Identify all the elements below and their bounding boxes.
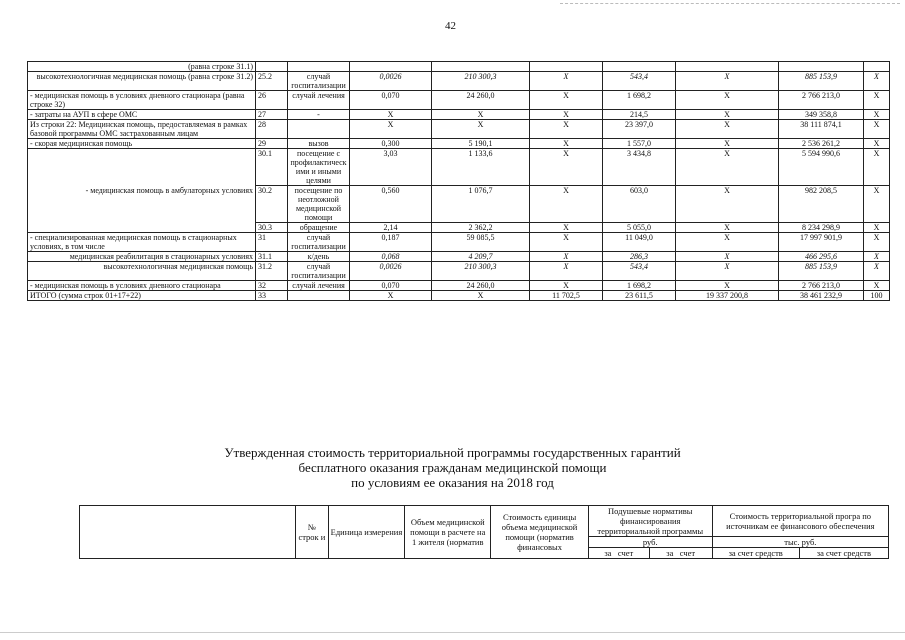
cell-col-n1: 603,0 bbox=[603, 186, 676, 223]
cell-cost: 59 085,5 bbox=[432, 233, 530, 252]
cell-col-n2: 982 208,5 bbox=[779, 186, 864, 223]
row-name: - медицинская помощь в условиях дневного стационара (равна строке 32) bbox=[28, 91, 256, 110]
cell-unit: случай лечения bbox=[288, 281, 350, 291]
header-empty-cell bbox=[80, 506, 296, 559]
cell-row: 28 bbox=[256, 120, 288, 139]
cell-col-x2 bbox=[676, 62, 779, 72]
cell-col-x2: X bbox=[676, 120, 779, 139]
header-row-number: № строк и bbox=[296, 506, 329, 559]
table-row bbox=[28, 252, 890, 262]
cell-col-x1: X bbox=[530, 262, 603, 281]
row-name: высокотехнологичная медицинская помощь bbox=[28, 262, 256, 281]
header-unit: Единица измерения bbox=[328, 506, 405, 559]
cell-col-n2: 38 461 232,9 bbox=[779, 291, 864, 301]
cell-unit: обращение bbox=[288, 223, 350, 233]
cell-volume: 3,03 bbox=[350, 149, 432, 186]
cell-row: 29 bbox=[256, 139, 288, 149]
cell-row: 31.2 bbox=[256, 262, 288, 281]
cell-pct: X bbox=[864, 139, 890, 149]
cell-pct: X bbox=[864, 120, 890, 139]
cell-cost: 5 190,1 bbox=[432, 139, 530, 149]
cell-col-n2: 2 536 261,2 bbox=[779, 139, 864, 149]
cell-col-x1: X bbox=[530, 149, 603, 186]
cell-unit: случай госпитализации bbox=[288, 233, 350, 252]
cell-unit: случай госпитализации bbox=[288, 262, 350, 281]
cell-col-x1: X bbox=[530, 223, 603, 233]
header-per-capita: Подушевые нормативы финансирования территориальной программы bbox=[588, 506, 712, 537]
cell-cost: 24 260,0 bbox=[432, 91, 530, 110]
cell-col-n1: 286,3 bbox=[603, 252, 676, 262]
cell-cost: 2 362,2 bbox=[432, 223, 530, 233]
row-name: высокотехнологичная медицинская помощь (равна строке 31.2) bbox=[28, 72, 256, 91]
cell-col-x1: 11 702,5 bbox=[530, 291, 603, 301]
cell-pct: X bbox=[864, 72, 890, 91]
cell-col-x2: X bbox=[676, 91, 779, 110]
table-row bbox=[28, 149, 890, 186]
cell-col-x1: X bbox=[530, 110, 603, 120]
cell-volume: 0,560 bbox=[350, 186, 432, 223]
cell-volume: 0,070 bbox=[350, 281, 432, 291]
cell-col-n2: 17 997 901,9 bbox=[779, 233, 864, 252]
cell-volume: X bbox=[350, 110, 432, 120]
cell-col-n1: 23 611,5 bbox=[603, 291, 676, 301]
cell-cost: 24 260,0 bbox=[432, 281, 530, 291]
cell-col-n2: 349 358,8 bbox=[779, 110, 864, 120]
table-row bbox=[28, 291, 890, 301]
cell-row: 30.3 bbox=[256, 223, 288, 233]
table-row bbox=[28, 62, 890, 72]
row-name: Из строки 22: Медицинская помощь, предоставляемая в рамках базовой программы ОМС застрахованным лицам bbox=[28, 120, 256, 139]
table-row bbox=[28, 139, 890, 149]
header-thousand-rub: тыс. руб. bbox=[712, 537, 888, 548]
header-source-4: за счет средств bbox=[799, 548, 888, 559]
cell-pct: 100 bbox=[864, 291, 890, 301]
cell-volume bbox=[350, 62, 432, 72]
section-title-line1: Утвержденная стоимость территориальной программы государственных гарантий bbox=[224, 445, 681, 460]
cell-col-n2: 466 295,6 bbox=[779, 252, 864, 262]
cell-cost: 210 300,3 bbox=[432, 72, 530, 91]
section-title bbox=[0, 445, 905, 490]
row-name: - медицинская помощь в условиях дневного стационара bbox=[28, 281, 256, 291]
cell-row: 33 bbox=[256, 291, 288, 301]
section-title-line3: по условиям ее оказания на 2018 год bbox=[351, 475, 554, 490]
cell-col-n2: 885 153,9 bbox=[779, 72, 864, 91]
cell-row: 31 bbox=[256, 233, 288, 252]
cell-col-n2: 2 766 213,0 bbox=[779, 91, 864, 110]
cell-unit bbox=[288, 62, 350, 72]
cell-volume: X bbox=[350, 291, 432, 301]
row-name: - затраты на АУП в сфере ОМС bbox=[28, 110, 256, 120]
cell-col-x2: X bbox=[676, 223, 779, 233]
cell-col-n2: 885 153,9 bbox=[779, 262, 864, 281]
cell-col-n2: 38 111 874,1 bbox=[779, 120, 864, 139]
cell-col-x2: X bbox=[676, 139, 779, 149]
cell-pct: X bbox=[864, 149, 890, 186]
cell-cost: 1 076,7 bbox=[432, 186, 530, 223]
cell-volume: 0,070 bbox=[350, 91, 432, 110]
header-rub: руб. bbox=[588, 537, 712, 548]
row-name: (равна строке 31.1) bbox=[28, 62, 256, 72]
cell-col-x1: X bbox=[530, 281, 603, 291]
row-name: - скорая медицинская помощь bbox=[28, 139, 256, 149]
scan-bottom-edge bbox=[0, 632, 905, 633]
cell-row: 26 bbox=[256, 91, 288, 110]
cell-col-x1: X bbox=[530, 91, 603, 110]
header-source-2: за счет bbox=[649, 548, 712, 559]
cell-row: 30.2 bbox=[256, 186, 288, 223]
cell-unit: случай лечения bbox=[288, 91, 350, 110]
cell-volume: 0,187 bbox=[350, 233, 432, 252]
cell-row: 30.1 bbox=[256, 149, 288, 186]
cell-row: 25.2 bbox=[256, 72, 288, 91]
cell-col-x1 bbox=[530, 62, 603, 72]
cell-col-x1: X bbox=[530, 72, 603, 91]
cell-col-x1: X bbox=[530, 139, 603, 149]
page-number: 42 bbox=[445, 20, 456, 32]
cell-col-x2: 19 337 200,8 bbox=[676, 291, 779, 301]
cell-col-n2: 8 234 298,9 bbox=[779, 223, 864, 233]
cell-unit: посещение с профилактическ ими и иными целями bbox=[288, 149, 350, 186]
cell-col-x1: X bbox=[530, 120, 603, 139]
cell-col-n2: 5 594 990,6 bbox=[779, 149, 864, 186]
header-source-1: за счет bbox=[588, 548, 649, 559]
cell-cost bbox=[432, 62, 530, 72]
cell-cost: 1 133,6 bbox=[432, 149, 530, 186]
header-unit-cost: Стоимость единицы объема медицинской помощи (норматив финансовых bbox=[491, 506, 589, 559]
cell-col-x1: X bbox=[530, 233, 603, 252]
table-row bbox=[28, 233, 890, 252]
cell-unit: случай госпитализации bbox=[288, 72, 350, 91]
cell-row bbox=[256, 62, 288, 72]
cell-volume: X bbox=[350, 120, 432, 139]
cell-volume: 0,0026 bbox=[350, 262, 432, 281]
cell-row: 31.1 bbox=[256, 252, 288, 262]
cell-pct: X bbox=[864, 91, 890, 110]
cell-col-n1: 11 049,0 bbox=[603, 233, 676, 252]
cell-col-n1: 543,4 bbox=[603, 262, 676, 281]
cell-volume: 2,14 bbox=[350, 223, 432, 233]
section-title-line2: бесплатного оказания гражданам медицинской помощи bbox=[298, 460, 607, 475]
cell-col-n1: 23 397,0 bbox=[603, 120, 676, 139]
row-name: медицинская реабилитация в стационарных условиях bbox=[28, 252, 256, 262]
cell-volume: 0,0026 bbox=[350, 72, 432, 91]
cell-col-n1: 3 434,8 bbox=[603, 149, 676, 186]
cell-col-n1: 1 698,2 bbox=[603, 281, 676, 291]
scan-top-edge bbox=[560, 3, 900, 4]
cost-table-header bbox=[79, 505, 889, 559]
cell-col-x2: X bbox=[676, 252, 779, 262]
cell-unit bbox=[288, 291, 350, 301]
header-source-3: за счет средств bbox=[712, 548, 799, 559]
cell-unit: вызов bbox=[288, 139, 350, 149]
cell-col-n2: 2 766 213,0 bbox=[779, 281, 864, 291]
row-name-ambulatory: - медицинская помощь в амбулаторных условиях bbox=[28, 149, 256, 233]
cell-pct: X bbox=[864, 186, 890, 223]
header-volume: Объем медицинской помощи в расчете на 1 жителя (норматив bbox=[405, 506, 491, 559]
cell-cost: X bbox=[432, 110, 530, 120]
cell-row: 32 bbox=[256, 281, 288, 291]
row-name: - специализированная медицинская помощь в стационарных условиях, в том числе bbox=[28, 233, 256, 252]
cell-col-x2: X bbox=[676, 72, 779, 91]
cell-col-n1: 5 055,0 bbox=[603, 223, 676, 233]
cell-col-x1: X bbox=[530, 186, 603, 223]
table-row bbox=[28, 262, 890, 281]
header-total-cost: Стоимость территориальной програ по источникам ее финансового обеспечения bbox=[712, 506, 888, 537]
cost-table-continuation bbox=[27, 61, 890, 301]
cell-unit bbox=[288, 120, 350, 139]
table-row bbox=[28, 91, 890, 110]
cell-col-x2: X bbox=[676, 110, 779, 120]
cell-cost: X bbox=[432, 120, 530, 139]
cell-pct: X bbox=[864, 233, 890, 252]
table-row bbox=[28, 120, 890, 139]
cell-col-n1 bbox=[603, 62, 676, 72]
table-row bbox=[28, 72, 890, 91]
cell-col-x2: X bbox=[676, 262, 779, 281]
cell-unit: посещение по неотложной медицинской помощи bbox=[288, 186, 350, 223]
cell-col-n1: 214,5 bbox=[603, 110, 676, 120]
cell-col-n1: 1 557,0 bbox=[603, 139, 676, 149]
cell-col-n2 bbox=[779, 62, 864, 72]
cell-pct: X bbox=[864, 223, 890, 233]
cell-pct: X bbox=[864, 252, 890, 262]
cell-col-x1: X bbox=[530, 252, 603, 262]
cell-col-n1: 543,4 bbox=[603, 72, 676, 91]
cell-row: 27 bbox=[256, 110, 288, 120]
cell-pct: X bbox=[864, 110, 890, 120]
table-row bbox=[28, 281, 890, 291]
cell-volume: 0,068 bbox=[350, 252, 432, 262]
cell-col-x2: X bbox=[676, 149, 779, 186]
cell-unit: к/день bbox=[288, 252, 350, 262]
row-name: ИТОГО (сумма строк 01+17+22) bbox=[28, 291, 256, 301]
cell-volume: 0,300 bbox=[350, 139, 432, 149]
cell-col-x2: X bbox=[676, 186, 779, 223]
cell-col-x2: X bbox=[676, 281, 779, 291]
cell-cost: 210 300,3 bbox=[432, 262, 530, 281]
cell-col-n1: 1 698,2 bbox=[603, 91, 676, 110]
cell-unit: - bbox=[288, 110, 350, 120]
cell-cost: 4 209,7 bbox=[432, 252, 530, 262]
cell-pct: X bbox=[864, 281, 890, 291]
table-row bbox=[28, 110, 890, 120]
cell-col-x2: X bbox=[676, 233, 779, 252]
cell-pct bbox=[864, 62, 890, 72]
cell-pct: X bbox=[864, 262, 890, 281]
cell-cost: X bbox=[432, 291, 530, 301]
